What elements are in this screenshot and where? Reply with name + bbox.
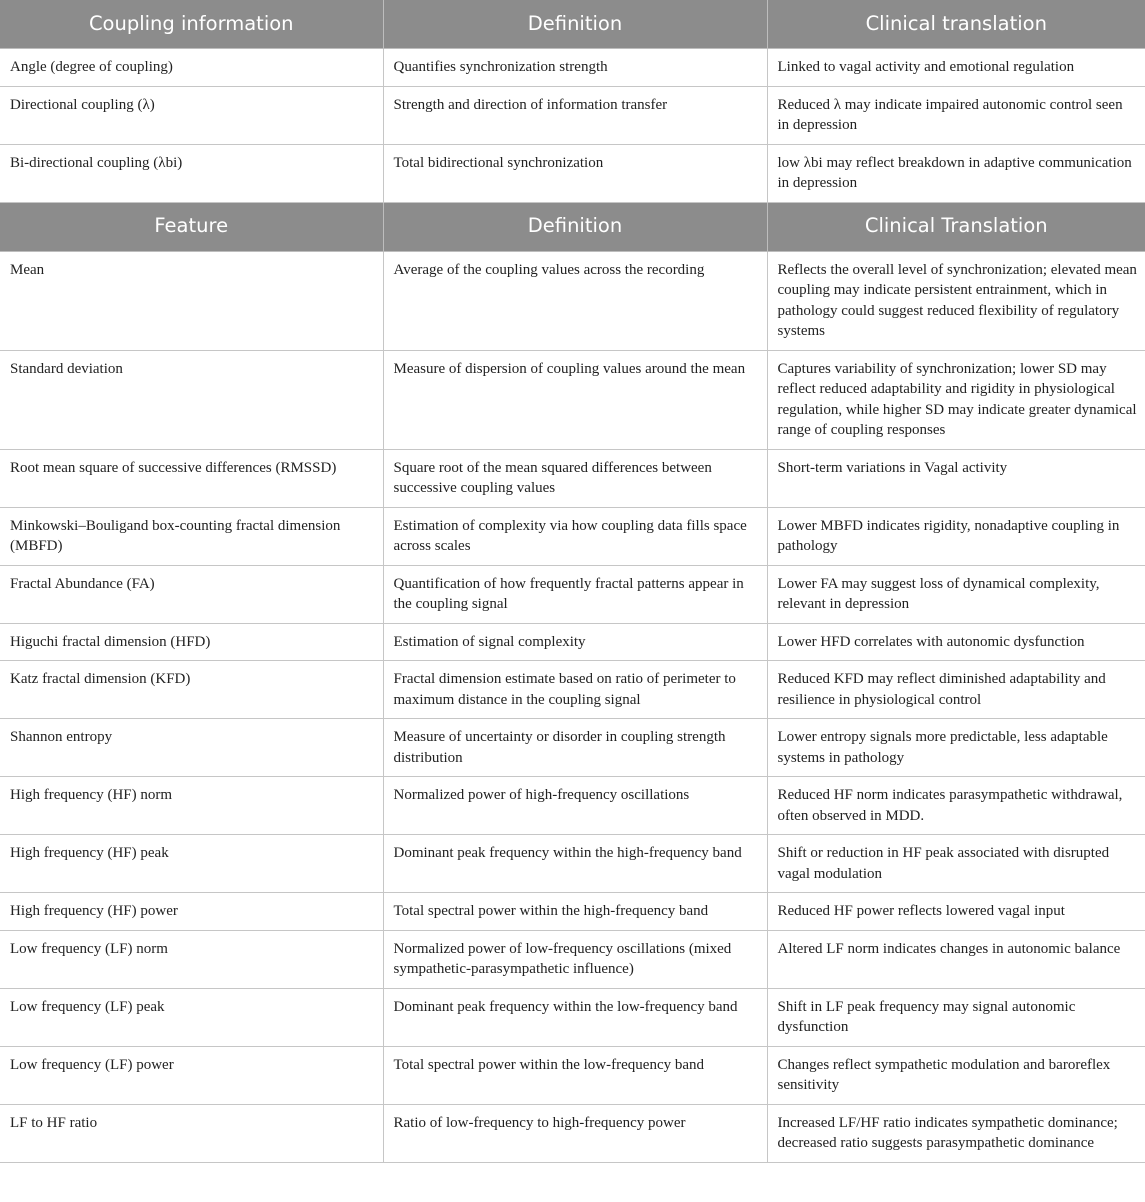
term-cell: Minkowski–Bouligand box-counting fractal dimension (MBFD) bbox=[0, 507, 383, 565]
term-cell: Angle (degree of coupling) bbox=[0, 49, 383, 87]
definition-cell: Estimation of complexity via how coupling data fills space across scales bbox=[383, 507, 767, 565]
clinical-translation-cell: Reduced HF power reflects lowered vagal input bbox=[767, 893, 1145, 931]
term-cell: High frequency (HF) peak bbox=[0, 835, 383, 893]
clinical-translation-cell: Shift in LF peak frequency may signal autonomic dysfunction bbox=[767, 988, 1145, 1046]
feature-header-row bbox=[0, 202, 1145, 251]
clinical-translation-cell: Lower HFD correlates with autonomic dysfunction bbox=[767, 623, 1145, 661]
term-cell: Higuchi fractal dimension (HFD) bbox=[0, 623, 383, 661]
clinical-translation-cell: Linked to vagal activity and emotional regulation bbox=[767, 49, 1145, 87]
feature-row bbox=[0, 661, 1145, 719]
term-cell: Mean bbox=[0, 251, 383, 350]
clinical-translation-cell: Reduced λ may indicate impaired autonomic control seen in depression bbox=[767, 86, 1145, 144]
feature-row bbox=[0, 988, 1145, 1046]
term-cell: Low frequency (LF) power bbox=[0, 1046, 383, 1104]
definition-cell: Ratio of low-frequency to high-frequency power bbox=[383, 1104, 767, 1162]
clinical-translation-cell: Reduced HF norm indicates parasympathetic withdrawal, often observed in MDD. bbox=[767, 777, 1145, 835]
feature-header bbox=[0, 202, 1145, 251]
term-cell: High frequency (HF) norm bbox=[0, 777, 383, 835]
definition-cell: Estimation of signal complexity bbox=[383, 623, 767, 661]
feature-row bbox=[0, 507, 1145, 565]
feature-row bbox=[0, 719, 1145, 777]
definition-cell: Measure of uncertainty or disorder in coupling strength distribution bbox=[383, 719, 767, 777]
definition-cell: Measure of dispersion of coupling values around the mean bbox=[383, 350, 767, 449]
term-cell: Low frequency (LF) norm bbox=[0, 930, 383, 988]
feature-row bbox=[0, 251, 1145, 350]
clinical-translation-cell: Captures variability of synchronization; lower SD may reflect reduced adaptability and rigidity in physiological regulation, while higher SD may indicate greater dynamical range of coupling responses bbox=[767, 350, 1145, 449]
definition-cell: Total bidirectional synchronization bbox=[383, 144, 767, 202]
feature-header-col2: Definition bbox=[383, 202, 767, 251]
clinical-translation-cell: low λbi may reflect breakdown in adaptive communication in depression bbox=[767, 144, 1145, 202]
coupling-row bbox=[0, 144, 1145, 202]
term-cell: LF to HF ratio bbox=[0, 1104, 383, 1162]
clinical-translation-cell: Lower entropy signals more predictable, less adaptable systems in pathology bbox=[767, 719, 1145, 777]
feature-row bbox=[0, 930, 1145, 988]
definition-cell: Total spectral power within the low-frequency band bbox=[383, 1046, 767, 1104]
clinical-translation-cell: Shift or reduction in HF peak associated with disrupted vagal modulation bbox=[767, 835, 1145, 893]
clinical-translation-cell: Increased LF/HF ratio indicates sympathetic dominance; decreased ratio suggests parasympathetic dominance bbox=[767, 1104, 1145, 1162]
clinical-translation-cell: Short-term variations in Vagal activity bbox=[767, 449, 1145, 507]
definition-cell: Quantifies synchronization strength bbox=[383, 49, 767, 87]
definition-cell: Strength and direction of information transfer bbox=[383, 86, 767, 144]
clinical-translation-cell: Lower MBFD indicates rigidity, nonadaptive coupling in pathology bbox=[767, 507, 1145, 565]
definition-cell: Average of the coupling values across the recording bbox=[383, 251, 767, 350]
term-cell: Root mean square of successive differences (RMSSD) bbox=[0, 449, 383, 507]
feature-row bbox=[0, 777, 1145, 835]
coupling-body bbox=[0, 49, 1145, 203]
clinical-translation-cell: Reduced KFD may reflect diminished adaptability and resilience in physiological control bbox=[767, 661, 1145, 719]
clinical-translation-cell: Changes reflect sympathetic modulation and baroreflex sensitivity bbox=[767, 1046, 1145, 1104]
definition-cell: Quantification of how frequently fractal patterns appear in the coupling signal bbox=[383, 565, 767, 623]
feature-row bbox=[0, 565, 1145, 623]
clinical-translation-cell: Altered LF norm indicates changes in autonomic balance bbox=[767, 930, 1145, 988]
feature-row bbox=[0, 350, 1145, 449]
definition-cell: Normalized power of low-frequency oscillations (mixed sympathetic-parasympathetic influence) bbox=[383, 930, 767, 988]
term-cell: Directional coupling (λ) bbox=[0, 86, 383, 144]
coupling-header-col1: Coupling information bbox=[0, 0, 383, 49]
term-cell: Standard deviation bbox=[0, 350, 383, 449]
feature-header-col3: Clinical Translation bbox=[767, 202, 1145, 251]
feature-body bbox=[0, 251, 1145, 1162]
feature-row bbox=[0, 893, 1145, 931]
term-cell: Fractal Abundance (FA) bbox=[0, 565, 383, 623]
term-cell: Shannon entropy bbox=[0, 719, 383, 777]
definition-cell: Square root of the mean squared differences between successive coupling values bbox=[383, 449, 767, 507]
coupling-header bbox=[0, 0, 1145, 49]
feature-row bbox=[0, 1104, 1145, 1162]
definition-cell: Dominant peak frequency within the low-frequency band bbox=[383, 988, 767, 1046]
coupling-header-row bbox=[0, 0, 1145, 49]
definition-cell: Fractal dimension estimate based on ratio of perimeter to maximum distance in the coupling signal bbox=[383, 661, 767, 719]
feature-row bbox=[0, 623, 1145, 661]
feature-header-col1: Feature bbox=[0, 202, 383, 251]
term-cell: Low frequency (LF) peak bbox=[0, 988, 383, 1046]
coupling-row bbox=[0, 86, 1145, 144]
definition-cell: Total spectral power within the high-frequency band bbox=[383, 893, 767, 931]
term-cell: Katz fractal dimension (KFD) bbox=[0, 661, 383, 719]
coupling-header-col3: Clinical translation bbox=[767, 0, 1145, 49]
term-cell: Bi-directional coupling (λbi) bbox=[0, 144, 383, 202]
coupling-header-col2: Definition bbox=[383, 0, 767, 49]
feature-row bbox=[0, 449, 1145, 507]
definition-cell: Dominant peak frequency within the high-frequency band bbox=[383, 835, 767, 893]
clinical-translation-cell: Lower FA may suggest loss of dynamical complexity, relevant in depression bbox=[767, 565, 1145, 623]
coupling-row bbox=[0, 49, 1145, 87]
definition-cell: Normalized power of high-frequency oscillations bbox=[383, 777, 767, 835]
feature-row bbox=[0, 835, 1145, 893]
clinical-translation-cell: Reflects the overall level of synchronization; elevated mean coupling may indicate persistent entrainment, which in pathology could suggest reduced flexibility of regulatory systems bbox=[767, 251, 1145, 350]
feature-row bbox=[0, 1046, 1145, 1104]
term-cell: High frequency (HF) power bbox=[0, 893, 383, 931]
